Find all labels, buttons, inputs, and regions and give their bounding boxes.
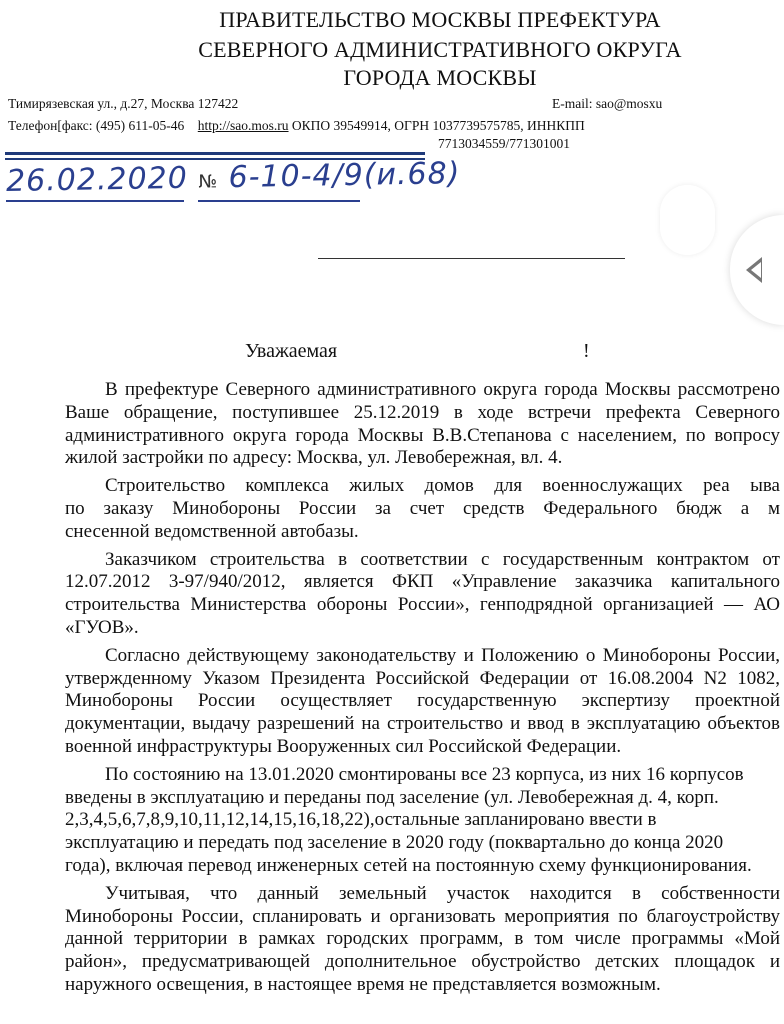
paragraph-line: Минобороны России осуществляет государственную экспертизу проектной (65, 690, 780, 712)
paragraph-line: введены в эксплуатацию и переданы под заселение (ул. Левобережная д. 4, корп. (65, 786, 719, 808)
paragraph-line: наружного освещения, в настоящее время не представляется возможным. (65, 973, 661, 995)
paragraph-line: «ГУОВ». (65, 616, 139, 638)
paragraph-line: снесенной ведомственной автобазы. (65, 520, 359, 542)
paragraph (65, 379, 780, 470)
paragraph (65, 645, 780, 759)
paragraph-line: по заказу Минобороны России за счет средств Федерального бюдж а м (65, 497, 780, 519)
paragraph-line: район», предусматривающей дополнительное обустройство детских площадок и (65, 951, 780, 973)
paragraph-line: Заказчиком строительства в соответствии с государственным контрактом от (105, 548, 780, 570)
paragraph-line: эксплуатацию и передать под заселение в 2020 году (поквартально до конца 2020 (65, 832, 724, 854)
paragraph-line: В префектуре Северного административного округа города Москвы рассмотрено (105, 379, 780, 400)
paragraph-line: утвержденному Указом Президента Российской Федерации от 16.08.2004 N2 1082, (65, 667, 780, 689)
paragraph-line: Согласно действующему законодательству и Положению о Минобороны России, (105, 644, 780, 666)
paragraph-line: 2,3,4,5,6,7,8,9,10,11,12,14,15,16,18,22),остальные запланировано ввести в (65, 809, 657, 831)
paragraph-line: военной инфраструктуры Вооруженных сил Российской Федерации. (65, 735, 622, 757)
website-link[interactable]: http://sao.mos.ru (197, 118, 289, 133)
letter-body (65, 374, 780, 997)
handwritten-reference (6, 156, 461, 199)
date-underline (6, 200, 184, 202)
letterhead-title-2: СЕВЕРНОГО АДМИНИСТРАТИВНОГО ОКРУГА (198, 37, 682, 62)
recipient-line (318, 258, 625, 259)
paragraph-line: Учитывая, что данный земельный участок находится в собственности (105, 882, 780, 904)
contact-line (8, 118, 585, 134)
paragraph (65, 549, 780, 640)
paragraph-line: 12.07.2012 3-97/940/2012, является ФКП «Управление заказчика капитального (65, 571, 780, 593)
paragraph-line: административного округа города Москвы В.В.Степанова с населением, по вопросу (65, 424, 780, 446)
side-panel-button[interactable] (730, 215, 784, 325)
paragraph-line: данной территории в рамках городских программ, в том числе программы «Мой (65, 928, 780, 950)
address: Тимирязевская ул., д.27, Москва 127422 (8, 96, 239, 111)
letterhead-title-1: ПРАВИТЕЛЬСТВО МОСКВЫ ПРЕФЕКТУРА (219, 7, 661, 32)
header-divider-thick (5, 152, 425, 155)
email: E-mail: sao@mosxu (552, 96, 663, 111)
paragraph-line: Ваше обращение, поступившее 25.12.2019 в ходе встречи префекта Северного (65, 401, 780, 423)
number-sign: № (198, 171, 219, 193)
handwritten-date: 26.02.2020 (5, 160, 189, 199)
paragraph-line: Минобороны России, спланировать и организовать мероприятия по благоустройству (65, 905, 780, 927)
number-underline (198, 200, 360, 202)
chevron-left-icon (746, 257, 762, 283)
paragraph-line: Строительство комплекса жилых домов для военнослужащих реа ыва (105, 475, 780, 497)
paragraph (65, 883, 780, 997)
paragraph (65, 764, 780, 878)
greeting-exclamation: ! (583, 340, 590, 362)
paragraph (65, 475, 780, 543)
paragraph-line: документации, выдачу разрешений на строительство и ввод в эксплуатацию объектов (65, 713, 780, 735)
scroll-overlay-pill[interactable] (660, 185, 715, 255)
registry-codes-2: 7713034559/771301001 (438, 136, 571, 151)
handwritten-number: 6-10-4/9(и.68) (228, 156, 461, 196)
letterhead-title-3: ГОРОДА МОСКВЫ (343, 65, 537, 90)
registry-codes: ОКПО 39549914, ОГРН 1037739575785, ИННКПП (291, 118, 585, 133)
phone: Телефон[факс: (495) 611-05-46 (8, 118, 185, 133)
paragraph-line: По состоянию на 13.01.2020 смонтированы все 23 корпуса, из них 16 корпусов (105, 763, 744, 785)
paragraph-line: строительства Министерства обороны России», генподрядной организацией — АО (65, 594, 780, 616)
paragraph-line: года), включая перевод инженерных сетей на постоянную схему функционирования. (65, 854, 752, 876)
greeting: Уважаемая (245, 340, 338, 362)
paragraph-line: жилой застройки по адресу: Москва, ул. Левобережная, вл. 4. (65, 447, 563, 469)
